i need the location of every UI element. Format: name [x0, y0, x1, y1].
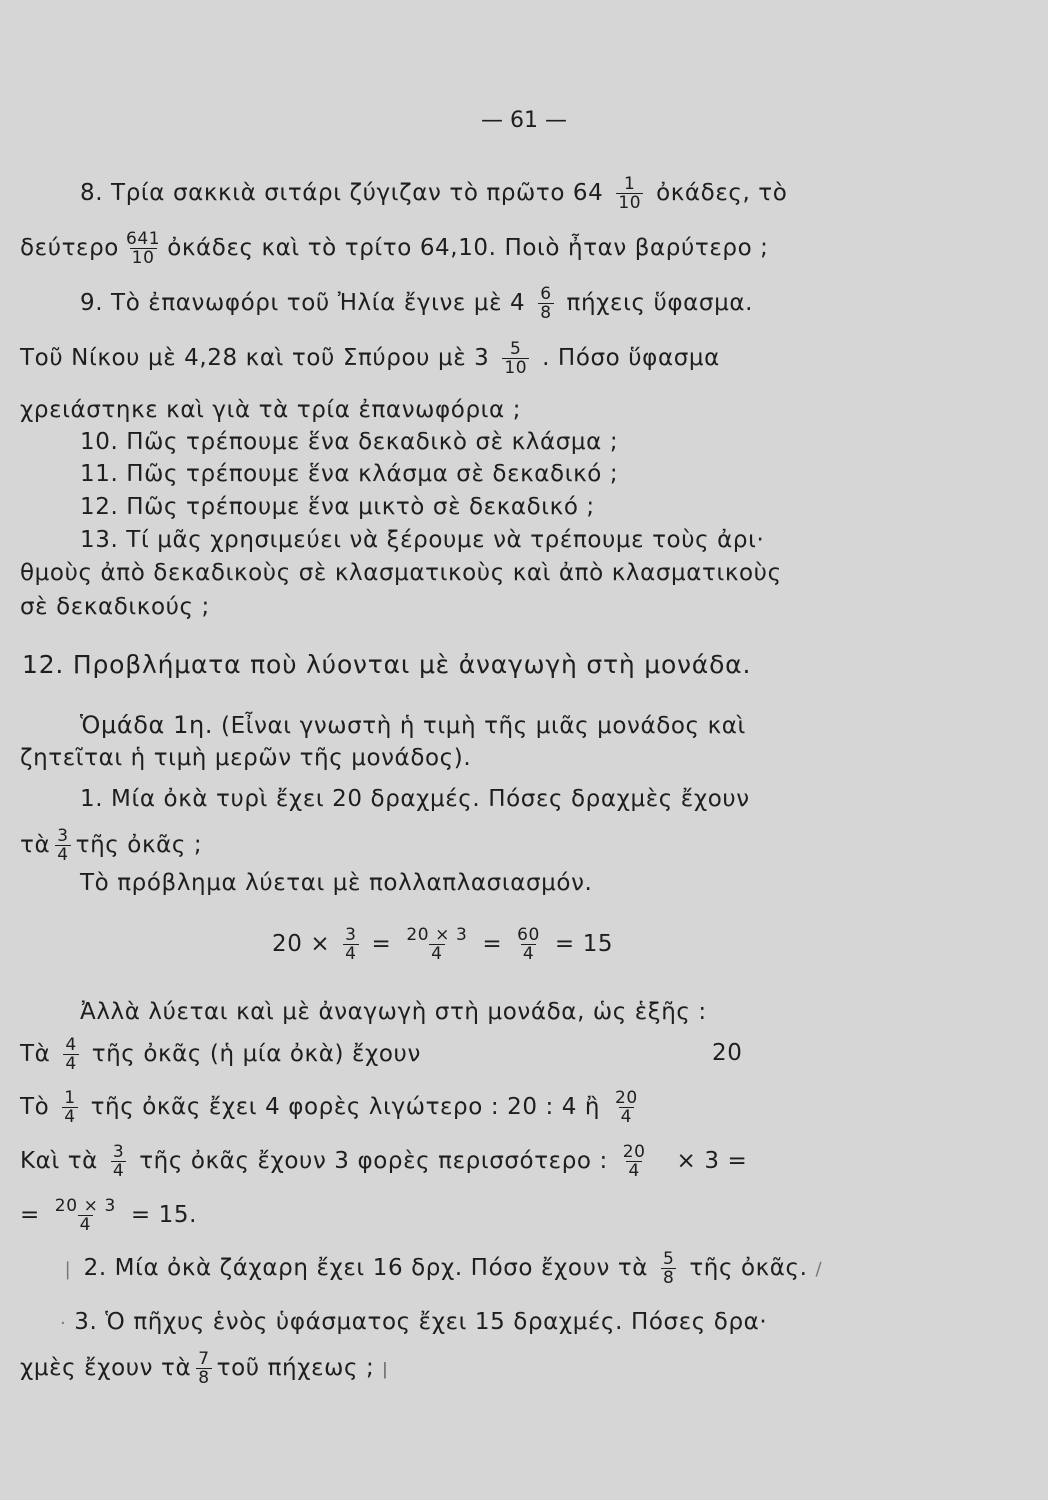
step-2: Τὸ $\frac{1}{4}$ τῆς ὀκᾶς ἔχει 4 φορὲς λιγώτερο : 20 : 4 ἢ $\frac{20}{4}$ [20, 1088, 638, 1127]
fraction: $\frac{7}{8}$ [198, 1349, 210, 1388]
fraction: $\frac{20 \times 3}{4}$ [406, 925, 468, 964]
problem-1-line-2: τὰ $\frac{3}{4}$ τῆς ὀκᾶς ; [20, 826, 203, 865]
exercise-8-line-2: δεύτερο $\frac{641}{10}$ ὀκάδες καὶ τὸ τρίτο 64,10. Ποιὸ ἦταν βαρύτερο ; [20, 229, 769, 268]
fraction: $\frac{1}{4}$ [64, 1088, 76, 1127]
fraction: $\frac{20 \times 3}{4}$ [54, 1196, 116, 1235]
fraction: $\frac{5}{10}$ [504, 339, 528, 378]
page-number: — 61 — [481, 108, 567, 133]
problem-2: ❘ 2. Μία ὀκὰ ζάχαρη ἔχει 16 δρχ. Πόσο ἔχουν τὰ $\frac{5}{8}$ τῆς ὀκᾶς. ∕ [60, 1249, 823, 1288]
fraction: $\frac{3}{4}$ [57, 826, 69, 865]
pencil-mark-icon: ∕ [815, 1259, 823, 1280]
fraction: $\frac{6}{8}$ [540, 284, 552, 323]
exercise-9-line-3: χρειάστηκε καὶ γιὰ τὰ τρία ἐπανωφόρια ; [20, 397, 522, 423]
problem-1-line-1: 1. Μία ὀκὰ τυρὶ ἔχει 20 δραχμές. Πόσες δραχμὲς ἔχουν [80, 786, 750, 812]
question-13-line-3: σὲ δεκαδικούς ; [20, 594, 210, 620]
question-12: 12. Πῶς τρέπουμε ἕνα μικτὸ σὲ δεκαδικό ; [80, 494, 595, 520]
question-13-line-2: θμοὺς ἀπὸ δεκαδικοὺς σὲ κλασματικοὺς καὶ ἀπὸ κλασματικοὺς [20, 560, 782, 586]
alternative-method: Ἀλλὰ λύεται καὶ μὲ ἀναγωγὴ στὴ μονάδα, ὡς ἑξῆς : [80, 999, 707, 1025]
step-4: = $\frac{20 \times 3}{4}$ = 15. [20, 1196, 197, 1235]
group-line-2: ζητεῖται ἡ τιμὴ μερῶν τῆς μονάδος). [20, 745, 472, 771]
section-heading: 12. Προβλήματα ποὺ λύονται μὲ ἀναγωγὴ στὴ μονάδα. [22, 650, 752, 679]
fraction: $\frac{641}{10}$ [125, 229, 161, 268]
question-10: 10. Πῶς τρέπουμε ἕνα δεκαδικὸ σὲ κλάσμα ; [80, 429, 619, 455]
pencil-mark-icon: ❘ [60, 1259, 76, 1280]
fraction: $\frac{3}{4}$ [345, 925, 357, 964]
fraction: $\frac{1}{10}$ [618, 174, 642, 213]
problem-3-line-2: χμὲς ἔχουν τὰ $\frac{7}{8}$ τοῦ πήχεως ; ǀ [20, 1349, 389, 1388]
fraction: $\frac{5}{8}$ [662, 1249, 675, 1288]
group-line-1: Ὁμάδα 1η. (Εἶναι γνωστὴ ἡ τιμὴ τῆς μιᾶς μονάδος καὶ [80, 711, 746, 739]
problem-1-method: Τὸ πρόβλημα λύεται μὲ πολλαπλασιασμόν. [80, 870, 593, 896]
question-11: 11. Πῶς τρέπουμε ἕνα κλάσμα σὲ δεκαδικό ; [80, 461, 619, 487]
exercise-9-line-2: Τοῦ Νίκου μὲ 4,28 καὶ τοῦ Σπύρου μὲ 3 $\frac{5}{10}$ . Πόσο ὕφασμα [20, 339, 720, 378]
pencil-mark-icon: · [60, 1313, 67, 1334]
step-1: Τὰ $\frac{4}{4}$ τῆς ὀκᾶς (ἡ μία ὀκὰ) ἔχουν 20 [20, 1035, 743, 1074]
step-1-value: 20 [712, 1040, 743, 1066]
fraction: $\frac{4}{4}$ [65, 1035, 77, 1074]
exercise-8-line-1: 8. Τρία σακκιὰ σιτάρι ζύγιζαν τὸ πρῶτο 64 $\frac{1}{10}$ ὀκάδες, τὸ [80, 174, 788, 213]
step-3: Καὶ τὰ $\frac{3}{4}$ τῆς ὀκᾶς ἔχουν 3 φορὲς περισσότερο : $\frac{20}{4}$ × 3 = [20, 1142, 748, 1181]
exercise-9-line-1: 9. Τὸ ἐπανωφόρι τοῦ Ἠλία ἔγινε μὲ 4 $\frac{6}{8}$ πήχεις ὕφασμα. [80, 284, 753, 323]
fraction: $\frac{20}{4}$ [622, 1142, 646, 1181]
fraction: $\frac{3}{4}$ [112, 1142, 125, 1181]
equation: 20 × $\frac{3}{4}$ = $\frac{20 \times 3}{4}$ = $\frac{60}{4}$ = 15 [272, 925, 614, 964]
pencil-mark-icon: ǀ [382, 1359, 389, 1380]
fraction: $\frac{20}{4}$ [614, 1088, 638, 1127]
question-13-line-1: 13. Τί μᾶς χρησιμεύει νὰ ξέρουμε νὰ τρέπουμε τοὺς ἀρι· [80, 527, 765, 553]
problem-3-line-1: · 3. Ὁ πῆχυς ἑνὸς ὑφάσματος ἔχει 15 δραχμές. Πόσες δρα· [60, 1309, 768, 1335]
fraction: $\frac{60}{4}$ [517, 925, 540, 964]
